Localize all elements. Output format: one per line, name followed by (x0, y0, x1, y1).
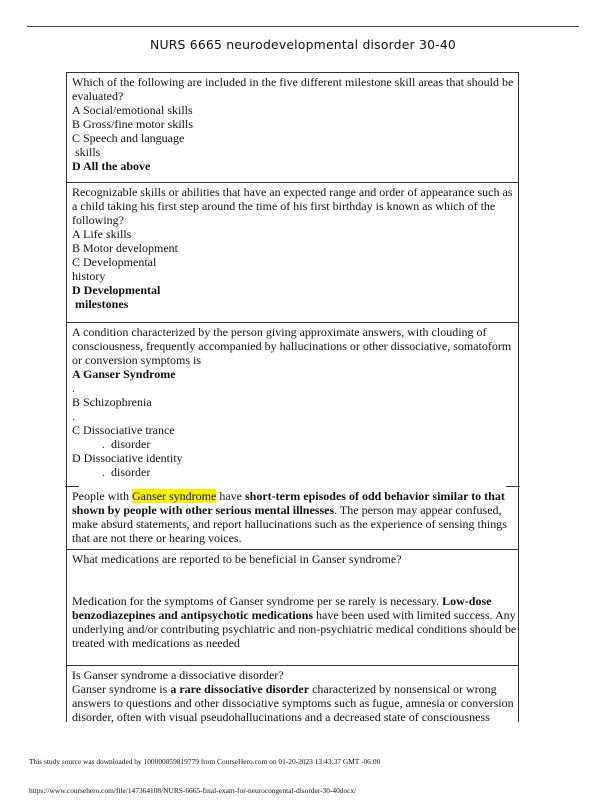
q6-answer-bold: a rare dissociative disorder (170, 682, 310, 696)
ganser-desc-bold-2: shown by people with other serious mental illnesses (72, 503, 335, 517)
q5-answer-line-2 (72, 608, 516, 622)
q6-answer-line-1 (72, 682, 513, 696)
question-1-cell (67, 75, 518, 173)
q6-answer-line-2: answers to questions and other dissociative symptoms such as fugue, amnesia or conversion (72, 696, 514, 710)
q3-stem-line-2: consciousness, frequently accompanied by hallucinations or other dissociative, somatoform (72, 339, 512, 353)
question-2-cell (67, 182, 518, 311)
question-5-cell (67, 549, 518, 666)
cell-break-mark-right (506, 486, 520, 487)
ganser-desc-text-1: People with (72, 489, 132, 503)
download-notice: This study source was downloaded by 100000859819779 from CourseHero.com on 01-20-2023 13:43:37 GMT -06:00 (29, 757, 381, 766)
q2-answer-d-line-1: D Developmental (72, 283, 161, 297)
q6-question: Is Ganser syndrome a dissociative disorder? (72, 668, 284, 682)
header-rule (27, 26, 579, 27)
q1-answer-d: D All the above (72, 159, 151, 173)
q6-answer-line-3: disorder, often with visual pseudohallucinations and a decreased state of consciousness (72, 710, 490, 724)
q5-question: What medications are reported to be beneficial in Ganser syndrome? (72, 552, 402, 566)
q2-stem-line-2: a child taking his first step around the time of his first birthday is known as which of the (72, 199, 496, 213)
q3-option-d-line-2: . disorder (102, 465, 151, 479)
q2-option-c-line-2: history (72, 269, 106, 283)
ganser-desc-text-3: . The person may appear confused, (334, 503, 502, 517)
q5-answer-text-2: have been used with limited success. Any (313, 608, 516, 622)
q2-stem-line-1: Recognizable skills or abilities that have an expected range and order of appearance such as (72, 185, 513, 199)
cell-break-mark-left (65, 486, 79, 487)
q5-answer-text-1: Medication for the symptoms of Ganser syndrome per se rarely is necessary. (72, 594, 443, 608)
ganser-desc-line-3: make absurd statements, and report hallucinations such as the experience of sensing things (72, 517, 507, 531)
q5-answer-bold-1: Low-dose (442, 594, 492, 608)
ganser-desc-line-4: that are not there or hearing voices. (72, 531, 242, 545)
q3-dot-1: . (72, 381, 75, 395)
q2-option-c-line-1: C Developmental (72, 255, 157, 269)
q5-answer-line-4: treated with medications as needed (72, 636, 240, 650)
q3-stem-line-1: A condition characterized by the person giving approximate answers, with clouding of (72, 325, 487, 339)
question-6-cell (67, 665, 518, 724)
q3-dot-2: . (72, 409, 75, 423)
q5-answer-line-3: underlying and/or contributing psychiatric and non-psychiatric medical conditions should be (72, 622, 517, 636)
q3-option-d-line-1: D Dissociative identity (72, 451, 183, 465)
q2-option-a: A Life skills (72, 227, 132, 241)
q1-option-c-line-2: skills (72, 145, 101, 159)
q5-answer-bold-2: benzodiazepines and antipsychotic medications (72, 608, 314, 622)
q3-option-c-line-1: C Dissociative trance (72, 423, 175, 437)
q2-option-b: B Motor development (72, 241, 178, 255)
ganser-desc-text-2: have (216, 489, 245, 503)
ganser-desc-bold-1: short-term episodes of odd behavior similar to that (244, 489, 505, 503)
q6-answer-text-2: characterized by nonsensical or wrong (309, 682, 497, 696)
ganser-desc-line-1 (72, 489, 513, 503)
ganser-desc-line-2 (72, 503, 513, 517)
document-title: NURS 6665 neurodevelopmental disorder 30-40 (149, 37, 456, 52)
q1-option-c-line-1: C Speech and language (72, 131, 185, 145)
q2-stem-line-3: following? (72, 213, 124, 227)
q2-answer-d-line-2: milestones (72, 297, 129, 311)
qa-table (66, 72, 519, 722)
q5-answer-line-1 (72, 594, 513, 608)
q3-option-b: B Schizophrenia (72, 395, 152, 409)
q3-option-c-line-2: . disorder (102, 437, 151, 451)
q1-option-a: A Social/emotional skills (72, 103, 193, 117)
question-3-cell (67, 322, 518, 479)
q1-option-b: B Gross/fine motor skills (72, 117, 194, 131)
q1-stem-line-2: evaluated? (72, 89, 124, 103)
q3-stem-line-3: or conversion symptoms is (72, 353, 201, 367)
source-url[interactable]: https://www.coursehero.com/file/147364108/NURS-6665-final-exam-for-neurocongental-disorder-30-40docx/ (29, 786, 357, 795)
q3-answer-a: A Ganser Syndrome (72, 367, 176, 381)
ganser-syndrome-highlight: Ganser syndrome (132, 489, 217, 503)
q1-stem-line-1: Which of the following are included in the five different milestone skill areas that should be (72, 75, 514, 89)
ganser-description-cell (67, 489, 518, 545)
q6-answer-text-1: Ganser syndrome is (72, 682, 171, 696)
